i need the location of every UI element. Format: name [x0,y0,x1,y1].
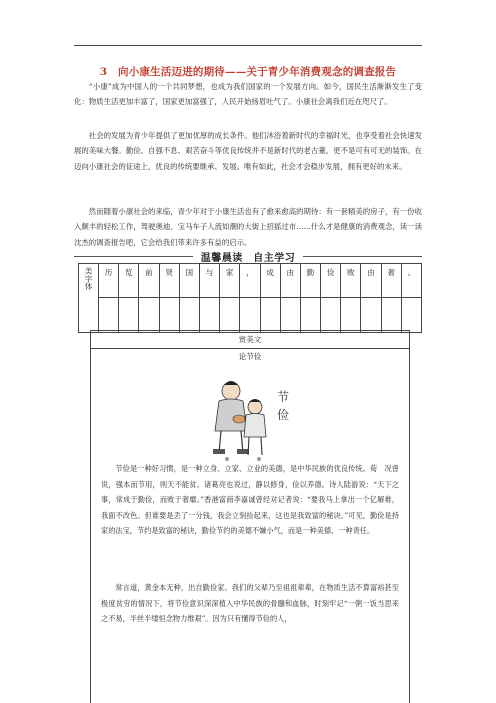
essay-paragraph-1: 节俭是一种好习惯，是一种立身、立家、立业的美德，是中华民族的优良传统。荀 况曾说，强本而节用，则天不能贫。诸葛亮也说过，静以修身，俭以养德。诗人陆游说：“天下之事，常成于勤俭，而败于奢靡。”香港富商李嘉诚曾经对记者说：“要我马上拿出一个亿解难，我面不改色。但谁要是丢了一分钱，我会立刻捡起来，这也是我致富的秘诀。”可见，勤俭是持家的法宝，节约是致富的秘诀，勤俭节约的美德不嫌小气，而是一种美德、一种责任。 [101,464,399,536]
char-cell: 成 [260,264,280,298]
practice-cell [199,298,219,333]
reading-box [90,330,410,703]
practice-cell [381,298,401,333]
table-header-cell [79,264,99,333]
char-cell: 败 [341,264,361,298]
illustration-caption-2: 俭 [277,408,290,422]
char-cell: 与 [199,264,219,298]
practice-cell [260,298,280,333]
practice-cell [300,298,320,333]
section-rule-right [303,256,422,257]
character-row [79,264,422,298]
top-rule [74,45,422,46]
section-rule-left [74,256,193,257]
reading-box-heading: 赏美文 [91,331,409,349]
char-cell: 国 [179,264,199,298]
practice-cell [240,298,260,333]
practice-cell [321,298,341,333]
char-cell: 。 [401,264,421,298]
char-cell: 由 [280,264,300,298]
section-label: 温馨晨读 自主学习 [200,252,296,264]
practice-cell [220,298,240,333]
char-cell: 勤 [300,264,320,298]
illustration-caption-1: 节 [277,390,290,404]
intro-paragraph-1: “小康”成为中国人的一个共同梦想，也成为我们国家的一个发展方向。如今，国民生活渐渐发生了变化：物质生活更加丰富了，国家更加富强了，人民开始扬眉吐气了。小康社会离我们近在咫尺了。 [74,82,422,107]
lesson-title: 3 向小康生活迈进的期待——关于青少年消费观念的调查报告 [99,66,397,78]
char-cell: 历 [99,264,119,298]
table-header-label: 美字体 [84,267,93,290]
char-cell: 奢 [381,264,401,298]
char-cell: 由 [361,264,381,298]
practice-cell [99,298,119,333]
intro-paragraph-2: 社会的发展为青少年提供了更加优厚的成长条件。他们沐浴着新时代的幸福时光，也享受着社会快速发展的美味大餐。勤俭、自强不息、艰苦奋斗等优良传统并不是新时代的老古董，更不是可有可无的装饰。在迈向小康社会的征途上，优良的传统要继承、发展。唯有如此，社会才会稳步发展，拥有更好的未来。 [74,131,422,171]
char-cell: 览 [119,264,139,298]
char-cell: 前 [139,264,159,298]
char-cell: ， [240,264,260,298]
char-cell: 贤 [159,264,179,298]
practice-cell [119,298,139,333]
calligraphy-practice-table [78,263,422,333]
practice-cell [401,298,421,333]
char-cell: 家 [220,264,240,298]
practice-row [79,298,422,333]
intro-paragraph-3: 然而随着小康社会的来临，青少年对于小康生活也有了愈来愈高的期待：有一套精美的房子，有一份收入颇丰的轻松工作，驾驶奥迪、宝马车子人流如潮的大街上招摇过市……什么才是健康的消费观念，读一读沈杰的调查报告吧，它会给我们带来许多有益的启示。 [74,207,422,247]
thrift-illustration [199,371,299,463]
practice-cell [341,298,361,333]
practice-cell [280,298,300,333]
practice-cell [179,298,199,333]
practice-cell [361,298,381,333]
essay-paragraph-2: 常言道，黄金本无种，出自勤俭家。我们的父辈乃至祖祖辈辈，在物质生活不算富裕甚至极度贫穷的情况下，将节俭意识深深植入中华民族的骨髓和血脉，时刻牢记“一粥一饭当思来之不易，半丝半缕恒念物力维艰”。因为只有懂得节俭的人， [101,583,399,624]
essay-title: 论节俭 [238,352,262,361]
practice-cell [139,298,159,333]
practice-cell [159,298,179,333]
section-heading [74,249,422,263]
char-cell: 俭 [321,264,341,298]
